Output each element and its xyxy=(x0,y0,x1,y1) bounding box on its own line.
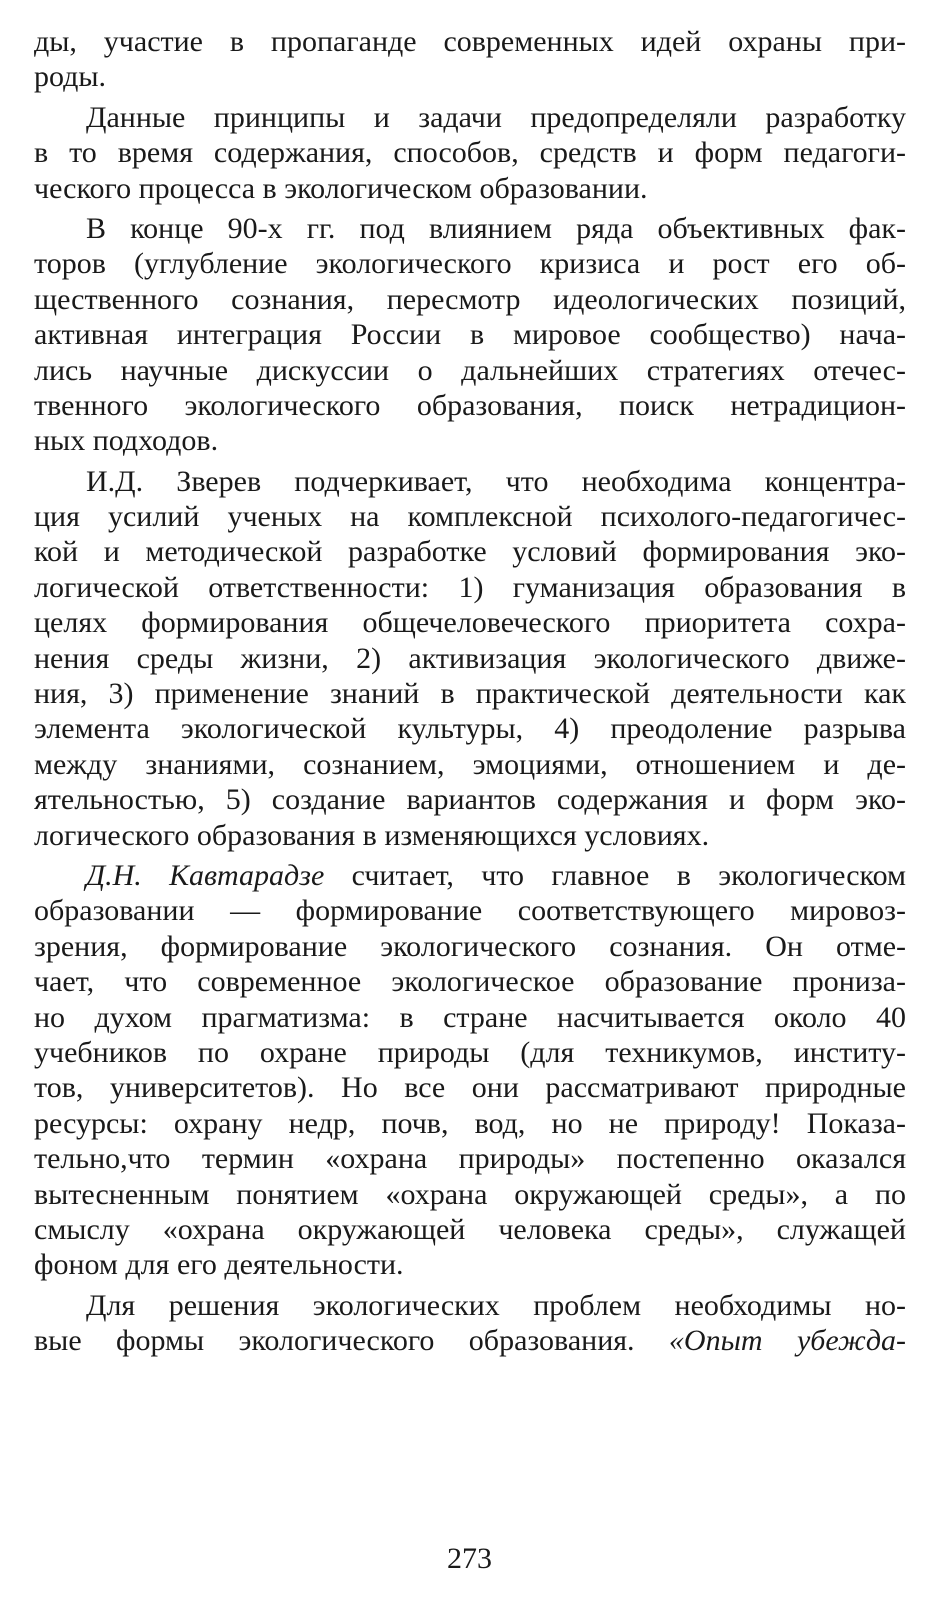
text-line: образовании — формирование соответствующего мировоз- xyxy=(34,894,906,928)
text-line: твенного экологического образования, поиск нетрадицион- xyxy=(34,388,906,422)
text-line: ция усилий ученых на комплексной психолого-педагогичес- xyxy=(34,500,906,534)
text-line: ческого процесса в экологическом образовании. xyxy=(34,171,648,205)
paragraph-5 xyxy=(34,858,906,1283)
text-line: между знаниями, сознанием, эмоциями, отношением и де- xyxy=(34,747,906,781)
text-line: целях формирования общечеловеческого приоритета сохра- xyxy=(34,606,906,640)
text-line: но духом прагматизма: в стране насчитывается около 40 xyxy=(34,1000,906,1034)
text-line xyxy=(34,858,906,893)
book-page xyxy=(34,24,906,1358)
paragraph-4 xyxy=(34,464,906,853)
text-line: тельно,что термин «охрана природы» постепенно оказался xyxy=(34,1142,906,1176)
text-line: щественного сознания, пересмотр идеологических позиций, xyxy=(34,282,906,316)
paragraph-2 xyxy=(34,100,906,206)
text-line: Данные принципы и задачи предопределяли разработку xyxy=(86,100,906,134)
text-line: чает, что современное экологическое образование прониза- xyxy=(34,965,906,999)
text-line: вытесненным понятием «охрана окружающей среды», а по xyxy=(34,1177,906,1211)
text-line: ресурсы: охрану недр, почв, вод, но не природу! Показа- xyxy=(34,1106,906,1140)
text-line: лись научные дискуссии о дальнейших стратегиях отечес- xyxy=(34,353,906,387)
text-line: учебников по охране природы (для техникумов, институ- xyxy=(34,1035,906,1069)
text-line: зрения, формирование экологического сознания. Он отме- xyxy=(34,929,906,963)
text-line: И.Д. Зверев подчеркивает, что необходима концентра- xyxy=(86,464,906,498)
text-line: В конце 90-х гг. под влиянием ряда объективных фак- xyxy=(86,211,906,245)
text-line: в то время содержания, способов, средств и форм педагоги- xyxy=(34,136,906,170)
paragraph-6 xyxy=(34,1288,906,1359)
text-line xyxy=(34,1323,906,1358)
text-line: кой и методической разработке условий формирования эко- xyxy=(34,535,906,569)
text-line: тов, университетов). Но все они рассматривают природные xyxy=(34,1071,906,1105)
text-line: фоном для его деятельности. xyxy=(34,1248,404,1282)
text-line: логического образования в изменяющихся условиях. xyxy=(34,818,710,852)
text-line: ных подходов. xyxy=(34,424,219,458)
quote-italic: «Опыт убежда- xyxy=(668,1324,906,1358)
text-fragment: считает, что главное в экологическом xyxy=(324,858,906,892)
text-line: активная интеграция России в мировое сообщество) нача- xyxy=(34,318,906,352)
text-line: ятельностью, 5) создание вариантов содержания и форм эко- xyxy=(34,783,906,817)
text-line: логической ответственности: 1) гуманизация образования в xyxy=(34,570,906,604)
text-line: торов (углубление экологического кризиса и рост его об- xyxy=(34,247,906,281)
text-line: ния, 3) применение знаний в практической деятельности как xyxy=(34,677,906,711)
text-fragment: вые формы экологического образования. xyxy=(34,1324,669,1358)
paragraph-3 xyxy=(34,211,906,459)
author-name-italic: Д.Н. Кавтарадзе xyxy=(86,858,325,892)
text-line: нения среды жизни, 2) активизация экологического движе- xyxy=(34,641,906,675)
text-line: ды, участие в пропаганде современных идей охраны при- xyxy=(34,25,906,58)
text-line: элемента экологической культуры, 4) преодоление разрыва xyxy=(34,712,906,746)
page-number: 273 xyxy=(447,1542,492,1575)
text-line: Для решения экологических проблем необходимы но- xyxy=(86,1288,906,1322)
text-line: смыслу «охрана окружающей человека среды», служащей xyxy=(34,1212,906,1246)
paragraph-1 xyxy=(34,24,906,95)
text-line: роды. xyxy=(34,60,107,94)
